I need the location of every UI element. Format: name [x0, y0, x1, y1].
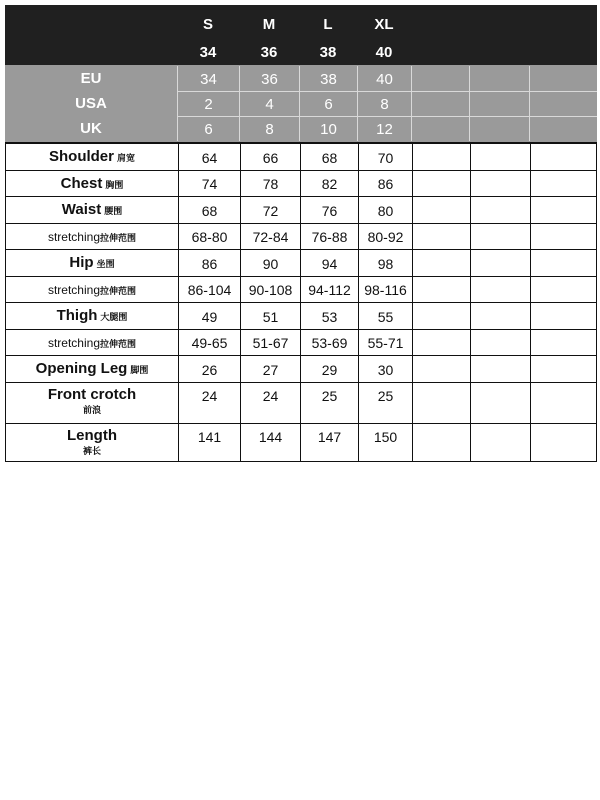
measurement-value: 68-80 [179, 224, 241, 249]
size-number: 34 [199, 44, 217, 61]
region-cell: 6 [299, 91, 357, 116]
measurement-name: Hip [69, 254, 94, 271]
measurement-value: 49 [179, 303, 241, 329]
size-chart [5, 5, 597, 462]
measurement-name: Front crotch [47, 386, 137, 403]
measurement-value: 94 [301, 250, 359, 276]
measurement-label [6, 330, 179, 355]
region-cell [469, 91, 529, 116]
measurement-value [531, 250, 598, 276]
measurement-row [6, 250, 596, 277]
measurement-value [531, 303, 598, 329]
measurement-value: 78 [241, 171, 301, 196]
measurement-value: 25 [359, 383, 413, 423]
measurement-value: 147 [301, 424, 359, 461]
measurement-value: 80 [359, 197, 413, 223]
measurement-value [413, 356, 471, 382]
measurement-value [531, 224, 598, 249]
measurement-value [413, 144, 471, 170]
region-cell [411, 66, 469, 91]
measurement-value: 86 [359, 171, 413, 196]
measurement-value [413, 224, 471, 249]
measurement-value: 72 [241, 197, 301, 223]
measurement-value: 90-108 [241, 277, 301, 302]
measurement-value: 30 [359, 356, 413, 382]
region-cell [411, 116, 469, 141]
measurement-label [6, 277, 179, 302]
measurement-value [531, 171, 598, 196]
measurement-name-cn: 大腿围 [100, 312, 128, 322]
region-cell: 2 [177, 91, 239, 116]
measurement-row [6, 277, 596, 303]
measurement-label [6, 424, 179, 461]
measurement-value [471, 250, 531, 276]
measurement-row [6, 171, 596, 197]
size-header [5, 5, 597, 65]
measurement-value: 70 [359, 144, 413, 170]
size-number: 38 [319, 44, 337, 61]
region-row [5, 116, 597, 141]
measurement-value [471, 383, 531, 423]
measurement-value: 24 [241, 383, 301, 423]
region-label: EU [80, 70, 102, 87]
region-row [5, 91, 597, 116]
region-cell: 4 [239, 91, 299, 116]
size-letter: M [262, 16, 276, 33]
measurement-row [6, 144, 596, 171]
size-column-header [177, 5, 239, 65]
size-letter: L [323, 16, 333, 33]
measurement-value: 55 [359, 303, 413, 329]
measurement-name-cn: 肩宽 [117, 153, 136, 163]
measurement-label [6, 383, 179, 423]
measurement-row [6, 224, 596, 250]
measurement-value [413, 197, 471, 223]
measurement-value: 94-112 [301, 277, 359, 302]
measurement-row [6, 197, 596, 224]
region-cell: 6 [177, 116, 239, 141]
measurement-row [6, 356, 596, 383]
measurement-value: 141 [179, 424, 241, 461]
measurement-name-cn: 拉伸范围 [100, 339, 137, 349]
size-letter: S [202, 16, 213, 33]
size-number: 36 [260, 44, 278, 61]
measurement-value: 51 [241, 303, 301, 329]
measurement-row [6, 424, 596, 461]
measurement-value [531, 144, 598, 170]
measurement-name-cn: 前浪 [82, 405, 101, 415]
measurement-row [6, 303, 596, 330]
measurement-table [5, 142, 597, 462]
measurement-name: Thigh [56, 307, 98, 324]
measurement-value: 144 [241, 424, 301, 461]
measurement-label [6, 250, 179, 276]
measurement-name-cn: 裤长 [82, 446, 101, 456]
measurement-value [471, 224, 531, 249]
size-letter: XL [374, 16, 394, 33]
measurement-value [531, 383, 598, 423]
measurement-name: Chest [60, 175, 103, 192]
region-cell [529, 91, 597, 116]
measurement-name: Waist [61, 201, 102, 218]
measurement-label [6, 171, 179, 196]
measurement-value [471, 330, 531, 355]
measurement-name-cn: 拉伸范围 [100, 286, 137, 296]
measurement-value: 55-71 [359, 330, 413, 355]
size-column-header [357, 5, 411, 65]
measurement-name: Length [67, 427, 117, 444]
measurement-value: 51-67 [241, 330, 301, 355]
measurement-value: 76 [301, 197, 359, 223]
region-cell [529, 116, 597, 141]
region-cell: 12 [357, 116, 411, 141]
measurement-value: 49-65 [179, 330, 241, 355]
size-column-header [299, 5, 357, 65]
measurement-value [531, 277, 598, 302]
measurement-value: 68 [179, 197, 241, 223]
measurement-value [531, 356, 598, 382]
measurement-value: 29 [301, 356, 359, 382]
region-row [5, 66, 597, 91]
measurement-value [471, 144, 531, 170]
measurement-name: stretching [47, 336, 100, 350]
region-cell: 40 [357, 66, 411, 91]
region-cell: 8 [357, 91, 411, 116]
measurement-value: 53-69 [301, 330, 359, 355]
measurement-value: 86-104 [179, 277, 241, 302]
measurement-value [413, 171, 471, 196]
measurement-name: stretching [47, 283, 100, 297]
region-label: USA [75, 95, 107, 112]
measurement-name-cn: 腰围 [104, 206, 123, 216]
measurement-label [6, 144, 179, 170]
measurement-name: Opening Leg [35, 360, 128, 377]
measurement-value [471, 424, 531, 461]
measurement-label [6, 356, 179, 382]
measurement-value [471, 197, 531, 223]
measurement-value: 26 [179, 356, 241, 382]
measurement-value [413, 250, 471, 276]
size-number: 40 [375, 44, 393, 61]
measurement-value: 53 [301, 303, 359, 329]
measurement-value [531, 330, 598, 355]
measurement-row [6, 330, 596, 356]
measurement-value: 74 [179, 171, 241, 196]
measurement-value [531, 197, 598, 223]
region-cell: 38 [299, 66, 357, 91]
measurement-value: 86 [179, 250, 241, 276]
measurement-label [6, 303, 179, 329]
measurement-value [413, 383, 471, 423]
region-cell [411, 91, 469, 116]
measurement-name-cn: 胸围 [105, 180, 124, 190]
measurement-value: 80-92 [359, 224, 413, 249]
measurement-name-cn: 脚围 [130, 365, 149, 375]
measurement-value [471, 277, 531, 302]
region-cell: 36 [239, 66, 299, 91]
region-cell: 8 [239, 116, 299, 141]
measurement-value [531, 424, 598, 461]
measurement-value: 64 [179, 144, 241, 170]
measurement-value: 98-116 [359, 277, 413, 302]
measurement-row [6, 383, 596, 424]
measurement-value: 27 [241, 356, 301, 382]
measurement-value: 90 [241, 250, 301, 276]
measurement-value: 72-84 [241, 224, 301, 249]
measurement-value [413, 303, 471, 329]
measurement-value [413, 330, 471, 355]
region-cell: 34 [177, 66, 239, 91]
region-cell [469, 66, 529, 91]
measurement-value [471, 303, 531, 329]
measurement-value: 98 [359, 250, 413, 276]
measurement-label [6, 224, 179, 249]
measurement-name-cn: 坐围 [96, 259, 115, 269]
measurement-value: 25 [301, 383, 359, 423]
measurement-name: stretching [47, 230, 100, 244]
region-cell [529, 66, 597, 91]
measurement-value: 76-88 [301, 224, 359, 249]
region-cell [469, 116, 529, 141]
measurement-value: 68 [301, 144, 359, 170]
measurement-value [413, 424, 471, 461]
measurement-value: 66 [241, 144, 301, 170]
measurement-value [471, 171, 531, 196]
measurement-value: 82 [301, 171, 359, 196]
size-column-header [239, 5, 299, 65]
region-size-band [5, 65, 597, 142]
measurement-value [413, 277, 471, 302]
measurement-name-cn: 拉伸范围 [100, 233, 137, 243]
measurement-label [6, 197, 179, 223]
region-label: UK [80, 120, 102, 137]
measurement-value: 150 [359, 424, 413, 461]
measurement-value [471, 356, 531, 382]
measurement-value: 24 [179, 383, 241, 423]
measurement-name: Shoulder [48, 148, 114, 165]
region-cell: 10 [299, 116, 357, 141]
